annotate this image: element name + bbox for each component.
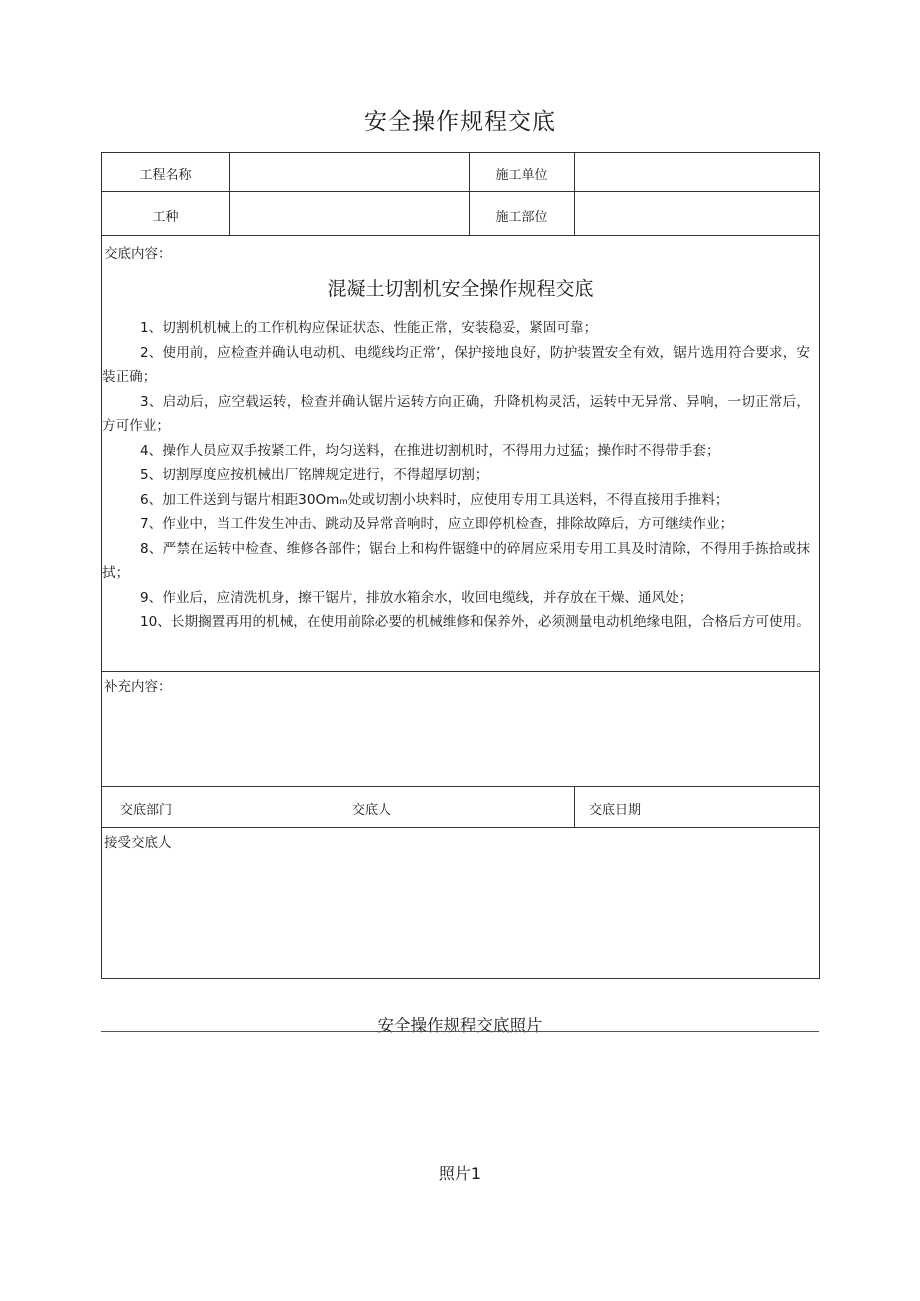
recipient-label: 接受交底人 (104, 835, 172, 851)
list-item: 10、长期搁置再用的机械，在使用前除必要的机械维修和保养外，必须测量电动机绝缘电阻，合格后方可使用。 (140, 614, 810, 630)
list-item: 4、操作人员应双手按紧工件，均匀送料，在推进切割机时，不得用力过猛；操作时不得带手套； (140, 442, 720, 459)
row-divider (102, 671, 819, 672)
divider (101, 1031, 819, 1032)
list-item: 7、作业中，当工件发生冲击、跳动及异常音响时，应立即停机检查，排除故障后，方可继续作业； (140, 516, 734, 532)
column-divider (574, 786, 575, 827)
row-divider (102, 786, 819, 787)
list-item: 6、加工件送到与锯片相距30Omₘ处或切割小块料时，应使用专用工具送料，不得直接用手推料； (140, 491, 729, 508)
page-title: 安全操作规程交底 (364, 109, 556, 135)
disclosure-form (101, 152, 820, 979)
row-divider (102, 827, 819, 828)
project-name-field[interactable] (230, 158, 469, 186)
trade-label: 工种 (152, 210, 179, 225)
disclosure-content-label: 交底内容： (104, 246, 172, 262)
construction-unit-label: 施工单位 (495, 168, 548, 183)
disclosure-title: 混凝土切割机安全操作规程交底 (327, 278, 594, 300)
trade-field[interactable] (230, 197, 469, 229)
photo-label: 照片1 (438, 1164, 482, 1183)
list-item: 3、启动后，应空载运转，检查并确认锯片运转方向正确，升降机构灵活，运转中无异常、异响，一切正常后，方可作业； (102, 393, 810, 434)
row-divider (102, 191, 819, 192)
photos-section-title: 安全操作规程交底照片 (377, 1016, 543, 1035)
discloser-label: 交底人 (352, 803, 392, 818)
supplement-label: 补充内容： (104, 679, 172, 695)
list-item: 8、严禁在运转中检查、维修各部件；锯台上和构件锯缝中的碎屑应采用专用工具及时清除，不得用手拣拾或抹拭； (102, 540, 810, 581)
construction-unit-field[interactable] (575, 158, 818, 186)
supplement-field[interactable] (104, 698, 814, 783)
construction-location-field[interactable] (575, 197, 818, 229)
date-label: 交底日期 (589, 803, 642, 818)
list-item: 5、切割厚度应按机械出厂铭牌规定进行，不得超厚切割； (140, 467, 489, 483)
construction-location-label: 施工部位 (495, 210, 548, 225)
list-item: 9、作业后，应清洗机身，擦干锯片，排放水箱余水，收回电缆线，并存放在干燥、通风处； (140, 589, 693, 606)
row-divider (102, 235, 819, 236)
list-item: 2、使用前，应检查并确认电动机、电缆线均正常’，保护接地良好，防护装置安全有效，锯片选用符合要求，安装正确； (102, 344, 810, 385)
list-item: 1、切割机机械上的工作机构应保证状态、性能正常，安装稳妥，紧固可靠； (140, 320, 598, 336)
project-name-label: 工程名称 (139, 168, 192, 183)
department-label: 交底部门 (120, 803, 173, 818)
disclosure-items (102, 316, 814, 635)
recipient-signature-field[interactable] (104, 853, 814, 973)
